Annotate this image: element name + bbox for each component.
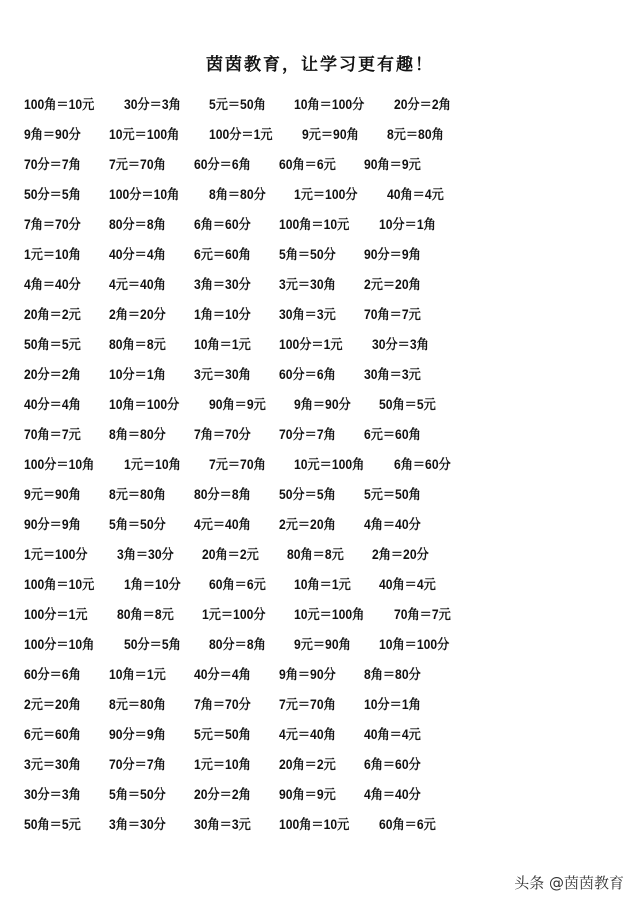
exercise-row <box>24 658 479 688</box>
conversion-item: 50分＝5角 <box>124 637 181 652</box>
conversion-item: 2角＝20分 <box>109 307 166 322</box>
conversion-item: 1角＝10分 <box>124 577 181 592</box>
conversion-item: 90分＝9角 <box>364 247 421 262</box>
conversion-item: 100角＝10元 <box>279 217 350 232</box>
exercise-row <box>24 778 479 808</box>
conversion-item: 3元＝30角 <box>194 367 251 382</box>
conversion-item: 80分＝8角 <box>109 217 166 232</box>
conversion-item: 40角＝4元 <box>379 577 436 592</box>
exercise-row <box>24 448 479 478</box>
conversion-item: 10元＝100角 <box>294 607 365 622</box>
conversion-item: 6元＝60角 <box>194 247 251 262</box>
conversion-item: 1元＝10角 <box>124 457 181 472</box>
conversion-item: 5角＝50分 <box>279 247 336 262</box>
conversion-item: 10角＝100分 <box>379 637 450 652</box>
conversion-item: 20分＝2角 <box>394 97 451 112</box>
conversion-item: 80角＝8元 <box>109 337 166 352</box>
conversion-item: 6元＝60角 <box>24 727 81 742</box>
conversion-item: 70角＝7元 <box>24 427 81 442</box>
conversion-item: 2元＝20角 <box>24 697 81 712</box>
conversion-item: 9元＝90角 <box>294 637 351 652</box>
conversion-item: 60角＝6元 <box>279 157 336 172</box>
conversion-item: 40分＝4角 <box>109 247 166 262</box>
conversion-item: 70角＝7元 <box>364 307 421 322</box>
exercise-row <box>24 388 479 418</box>
conversion-item: 5角＝50分 <box>109 517 166 532</box>
conversion-item: 100角＝10元 <box>24 577 95 592</box>
conversion-item: 80分＝8角 <box>194 487 251 502</box>
conversion-item: 100分＝1元 <box>24 607 88 622</box>
conversion-item: 10角＝1元 <box>194 337 251 352</box>
conversion-item: 9元＝90角 <box>24 487 81 502</box>
conversion-item: 40角＝4元 <box>386 187 444 202</box>
conversion-item: 40分＝4角 <box>24 397 81 412</box>
conversion-item: 100角＝10元 <box>24 97 95 112</box>
conversion-item: 7元＝70角 <box>279 697 336 712</box>
conversion-item: 100分＝1元 <box>279 337 343 352</box>
conversion-item: 90分＝9角 <box>24 517 81 532</box>
conversion-item: 100分＝10角 <box>109 187 180 202</box>
conversion-item: 60角＝6元 <box>209 577 266 592</box>
conversion-item: 70角＝7元 <box>394 607 451 622</box>
conversion-item: 5元＝50角 <box>209 97 266 112</box>
conversion-item: 10元＝100角 <box>109 127 180 142</box>
conversion-item: 10角＝100分 <box>109 397 180 412</box>
conversion-item: 30分＝3角 <box>24 787 81 802</box>
exercise-row <box>24 268 479 298</box>
conversion-item: 4元＝40角 <box>194 517 251 532</box>
conversion-item: 1元＝10角 <box>24 247 81 262</box>
exercise-row <box>24 328 479 358</box>
conversion-item: 1元＝100分 <box>294 187 358 202</box>
conversion-item: 3角＝30分 <box>116 547 174 562</box>
conversion-item: 90角＝9元 <box>364 157 421 172</box>
conversion-item: 60分＝6角 <box>279 367 336 382</box>
conversion-item: 8角＝80分 <box>109 427 166 442</box>
conversion-item: 60分＝6角 <box>194 157 251 172</box>
conversion-item: 6角＝60分 <box>194 217 251 232</box>
conversion-item: 10元＝100角 <box>294 457 365 472</box>
conversion-item: 20角＝2元 <box>201 547 259 562</box>
exercise-row <box>24 748 479 778</box>
conversion-item: 1元＝10角 <box>194 757 251 772</box>
exercise-row <box>24 118 479 148</box>
conversion-item: 50角＝5元 <box>24 817 81 832</box>
conversion-item: 8元＝80角 <box>109 697 166 712</box>
conversion-item: 8角＝80分 <box>364 667 421 682</box>
exercise-row <box>24 718 479 748</box>
conversion-item: 80角＝8元 <box>286 547 344 562</box>
exercise-row <box>24 418 479 448</box>
conversion-item: 40角＝4元 <box>364 727 421 742</box>
conversion-item: 50分＝5角 <box>279 487 336 502</box>
conversion-item: 4元＝40角 <box>109 277 166 292</box>
conversion-item: 8角＝80分 <box>209 187 266 202</box>
conversion-item: 9角＝90分 <box>279 667 336 682</box>
conversion-item: 50角＝5元 <box>24 337 81 352</box>
conversion-item: 3元＝30角 <box>24 757 81 772</box>
conversion-item: 9元＝90角 <box>301 127 359 142</box>
conversion-item: 10角＝100分 <box>294 97 365 112</box>
exercise-row <box>24 208 479 238</box>
conversion-item: 50分＝5角 <box>24 187 81 202</box>
conversion-item: 60角＝6元 <box>379 817 436 832</box>
conversion-item: 6角＝60分 <box>394 457 451 472</box>
conversion-item: 8元＝80角 <box>109 487 166 502</box>
conversion-item: 20分＝2角 <box>24 367 81 382</box>
conversion-item: 6元＝60角 <box>364 427 421 442</box>
conversion-item: 3元＝30角 <box>279 277 336 292</box>
conversion-item: 7角＝70分 <box>194 427 251 442</box>
conversion-item: 5元＝50角 <box>194 727 251 742</box>
exercise-row <box>24 88 479 118</box>
conversion-item: 4角＝40分 <box>364 787 421 802</box>
conversion-item: 2角＝20分 <box>371 547 429 562</box>
conversion-item: 100分＝10角 <box>24 637 95 652</box>
exercise-row <box>24 538 479 568</box>
conversion-item: 20角＝2元 <box>24 307 81 322</box>
conversion-item: 70分＝7角 <box>24 157 81 172</box>
conversion-item: 30角＝3元 <box>194 817 251 832</box>
conversion-item: 3角＝30分 <box>109 817 166 832</box>
conversion-item: 7元＝70角 <box>209 457 266 472</box>
conversion-item: 100角＝10元 <box>279 817 350 832</box>
conversion-item: 9角＝90分 <box>294 397 351 412</box>
conversion-item: 20角＝2元 <box>279 757 336 772</box>
exercise-row <box>24 238 479 268</box>
exercise-row <box>24 478 479 508</box>
conversion-item: 10分＝1角 <box>109 367 166 382</box>
conversion-item: 2元＝20角 <box>364 277 421 292</box>
conversion-item: 40分＝4角 <box>194 667 251 682</box>
exercise-row <box>24 178 479 208</box>
conversion-item: 2元＝20角 <box>279 517 336 532</box>
conversion-item: 100分＝1元 <box>209 127 273 142</box>
exercise-row <box>24 358 479 388</box>
conversion-item: 5元＝50角 <box>364 487 421 502</box>
exercise-row <box>24 628 479 658</box>
conversion-item: 4角＝40分 <box>24 277 81 292</box>
exercise-row <box>24 298 479 328</box>
conversion-item: 60分＝6角 <box>24 667 81 682</box>
conversion-item: 30分＝3角 <box>124 97 181 112</box>
conversion-item: 7角＝70分 <box>194 697 251 712</box>
exercise-row <box>24 508 479 538</box>
conversion-item: 50角＝5元 <box>379 397 436 412</box>
watermark: 头条 @茵茵教育 <box>514 874 624 892</box>
conversion-item: 30分＝3角 <box>371 337 429 352</box>
conversion-item: 30角＝3元 <box>364 367 421 382</box>
conversion-item: 90角＝9元 <box>209 397 266 412</box>
conversion-item: 4角＝40分 <box>364 517 421 532</box>
conversion-item: 20分＝2角 <box>194 787 251 802</box>
conversion-item: 1角＝10分 <box>194 307 251 322</box>
conversion-item: 3角＝30分 <box>194 277 251 292</box>
conversion-item: 70分＝7角 <box>109 757 166 772</box>
conversion-item: 8元＝80角 <box>386 127 444 142</box>
worksheet-title: 茵茵教育，让学习更有趣！ <box>206 55 434 75</box>
exercise-row <box>24 148 479 178</box>
conversion-item: 7角＝70分 <box>24 217 81 232</box>
conversion-item: 4元＝40角 <box>279 727 336 742</box>
conversion-item: 1元＝100分 <box>24 547 88 562</box>
conversion-item: 9角＝90分 <box>24 127 81 142</box>
conversion-item: 5角＝50分 <box>109 787 166 802</box>
conversion-item: 7元＝70角 <box>109 157 166 172</box>
conversion-item: 90分＝9角 <box>109 727 166 742</box>
conversion-item: 70分＝7角 <box>279 427 336 442</box>
conversion-item: 90角＝9元 <box>279 787 336 802</box>
conversion-item: 6角＝60分 <box>364 757 421 772</box>
exercise-row <box>24 568 479 598</box>
exercise-row <box>24 598 479 628</box>
exercise-row <box>24 808 479 838</box>
conversion-item: 100分＝10角 <box>24 457 95 472</box>
conversion-item: 80分＝8角 <box>209 637 266 652</box>
conversion-item: 10分＝1角 <box>364 697 421 712</box>
conversion-item: 10分＝1角 <box>379 217 436 232</box>
exercise-row <box>24 688 479 718</box>
conversion-item: 1元＝100分 <box>201 607 266 622</box>
conversion-item: 80角＝8元 <box>116 607 174 622</box>
exercise-list <box>24 88 479 838</box>
conversion-item: 10角＝1元 <box>294 577 351 592</box>
conversion-item: 10角＝1元 <box>109 667 166 682</box>
conversion-item: 30角＝3元 <box>279 307 336 322</box>
